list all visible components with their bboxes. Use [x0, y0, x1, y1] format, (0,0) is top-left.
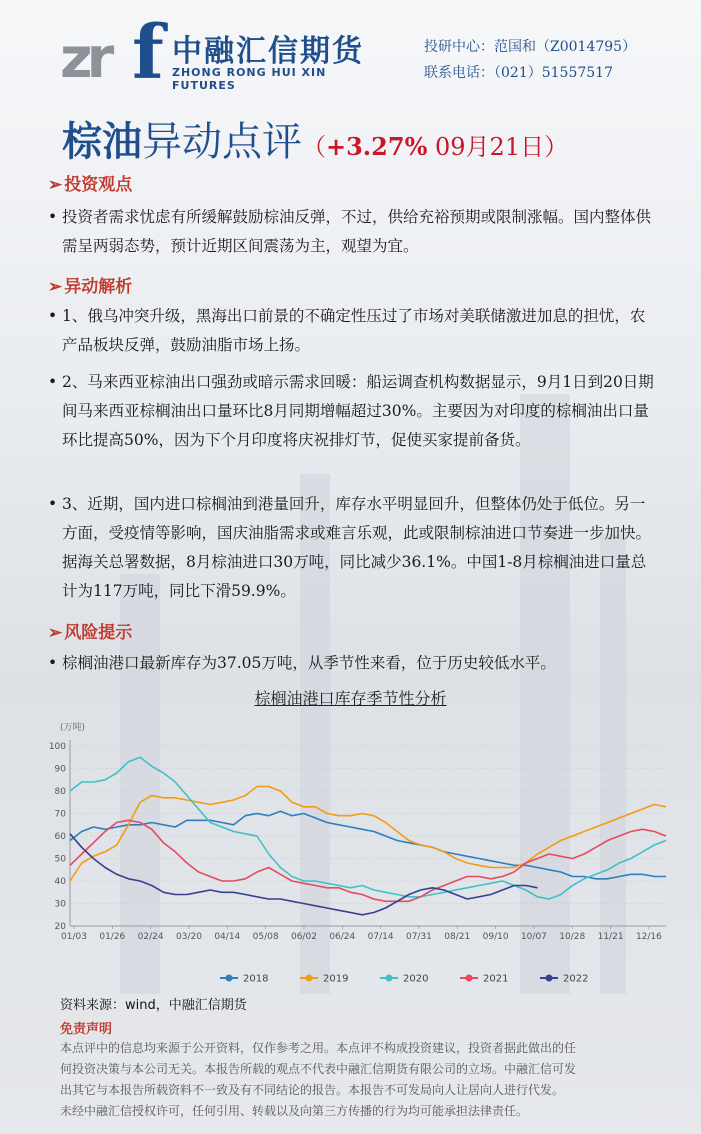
data-source: 资料来源：wind，中融汇信期货: [60, 998, 247, 1013]
analysis-item-2: [48, 368, 660, 455]
view-text: 投资者需求忧虑有所缓解鼓励棕油反弹，不过，供给充裕预期或限制涨幅。国内整体供需呈两弱态势，预计近期区间震荡为主，观望为宜。: [62, 208, 652, 255]
x-tick-label: 07/31: [405, 932, 432, 942]
series-line-2018: [70, 811, 666, 879]
view-paragraph: [48, 203, 660, 261]
x-tick-label: 11/21: [597, 932, 624, 942]
bullet-icon: •: [48, 307, 58, 325]
legend-label-2020: 2020: [403, 973, 429, 985]
disclaimer-title: 免责声明: [60, 1022, 113, 1037]
contact-info: [424, 34, 636, 86]
x-tick-label: 07/14: [367, 932, 394, 942]
title-paren-close: ）: [544, 133, 569, 161]
section-view-title: 投资观点: [64, 175, 133, 195]
company-name-cn: 中融汇信期货: [172, 34, 364, 69]
x-tick-label: 05/08: [252, 932, 279, 942]
company-logo: [60, 10, 380, 96]
x-tick-label: 12/16: [635, 932, 662, 942]
title-date: [427, 133, 544, 161]
y-tick-label: 20: [54, 922, 66, 932]
y-tick-label: 30: [54, 899, 66, 910]
disclaimer-line: 未经中融汇信授权许可，任何引用、转载以及向第三方传播的行为均可能承担法律责任。: [60, 1104, 529, 1118]
y-tick-label: 100: [48, 742, 66, 752]
arrow-icon: ➢: [48, 623, 63, 643]
chart-title: 棕榈油港口库存季节性分析: [254, 689, 447, 708]
x-tick-label: 03/20: [176, 932, 202, 942]
x-tick-label: 10/28: [559, 932, 586, 942]
series-line-2020: [70, 757, 666, 899]
legend-label-2019: 2019: [323, 973, 349, 985]
section-analysis-title: 异动解析: [64, 277, 133, 297]
section-risk-title: 风险提示: [64, 623, 133, 643]
bullet-icon: •: [48, 373, 58, 391]
analysis-text-2: 2、马来西亚棕油出口强劲或暗示需求回暖：船运调查机构数据显示，9月1日到20日期间马来西亚棕榈油出口量环比8月同期增幅超过30%。主要因为对印度的棕榈油出口量环比提高50%，因为下个月印度将庆祝排灯节，促使买家提前备货。: [62, 373, 654, 449]
x-tick-label: 04/14: [214, 932, 241, 942]
analysis-item-1: [48, 302, 660, 360]
x-tick-label: 09/10: [482, 932, 509, 942]
disclaimer-line: 本点评中的信息均来源于公开资料，仅作参考之用。本点评不构成投资建议，投资者据此做出的任: [60, 1041, 577, 1055]
section-risk-heading: [48, 618, 132, 643]
y-tick-label: 40: [54, 877, 66, 887]
contact-analyst: 投研中心：范国和（Z0014795）: [424, 39, 637, 55]
arrow-icon: ➢: [48, 175, 63, 195]
title-date-text: 09月21日: [435, 133, 545, 161]
inventory-seasonal-chart: [44, 712, 684, 990]
analysis-text-3: 3、近期，国内进口棕榈油到港量回升，库存水平明显回升，但整体仍处于低位。另一方面，受疫情等影响，国庆油脂需求或难言乐观，此或限制棕油进口节奏进一步加快。据海关总署数据，8月棕油进口30万吨，同比减少36.1%。中国1-8月棕榈油进口量总计为117万吨，同比下滑59.9%。: [62, 495, 652, 600]
x-tick-label: 01/03: [61, 932, 87, 942]
risk-text: 棕榈油港口最新库存为37.05万吨，从季节性来看，位于历史较低水平。: [62, 654, 556, 672]
page-title: [62, 110, 568, 167]
logo-mark-f: f: [132, 10, 164, 96]
legend-label-2022: 2022: [563, 973, 589, 985]
legend-label-2021: 2021: [483, 973, 509, 985]
y-tick-label: 60: [54, 832, 66, 842]
y-axis-label: (万吨): [60, 723, 86, 733]
contact-phone: 联系电话：（021）51557517: [424, 65, 613, 81]
disclaimer-line: 出其它与本报告所载资料不一致及有不同结论的报告。本报告不可发局向人让居向人进行代发。: [60, 1083, 565, 1097]
bullet-icon: •: [48, 495, 58, 513]
y-tick-label: 50: [54, 854, 66, 865]
bullet-icon: •: [48, 208, 58, 226]
x-tick-label: 06/24: [329, 932, 356, 942]
title-commodity: 棕油: [62, 118, 142, 165]
disclaimer: [60, 1038, 660, 1122]
title-paren-open: （: [302, 133, 326, 161]
x-tick-label: 01/26: [99, 932, 126, 942]
risk-paragraph: [48, 649, 660, 678]
disclaimer-line: 何投资决策与本公司无关。本报告所载的观点不代表中融汇信期货有限公司的立场。中融汇信可发: [60, 1062, 577, 1076]
analysis-text-1: 1、俄乌冲突升级，黑海出口前景的不确定性压过了市场对美联储激进加息的担忧，农产品板块反弹，鼓励油脂市场上扬。: [62, 307, 646, 354]
section-analysis-heading: [48, 272, 132, 297]
x-tick-label: 10/07: [520, 932, 547, 942]
y-tick-label: 70: [54, 809, 66, 820]
series-line-2019: [70, 787, 666, 882]
legend-marker-2021: [466, 975, 473, 982]
analysis-item-3: [48, 490, 660, 606]
logo-mark-zr: zr: [60, 26, 109, 91]
legend-label-2018: 2018: [243, 973, 269, 985]
legend-marker-2020: [386, 975, 393, 982]
bullet-icon: •: [48, 654, 58, 672]
legend-marker-2018: [226, 975, 233, 982]
legend-marker-2019: [306, 975, 313, 982]
arrow-icon: ➢: [48, 277, 63, 297]
x-tick-label: 06/02: [290, 932, 317, 942]
y-tick-label: 90: [54, 764, 66, 775]
company-name-en: ZHONG RONG HUI XIN FUTURES: [172, 66, 327, 92]
x-tick-label: 08/21: [444, 932, 471, 942]
y-tick-label: 80: [54, 787, 66, 797]
x-tick-label: 02/24: [137, 932, 164, 942]
legend-marker-2022: [546, 975, 553, 982]
title-type: 异动点评: [142, 119, 302, 165]
series-line-2022: [70, 834, 538, 915]
section-view-heading: [48, 170, 132, 195]
title-change: +3.27%: [326, 132, 428, 161]
